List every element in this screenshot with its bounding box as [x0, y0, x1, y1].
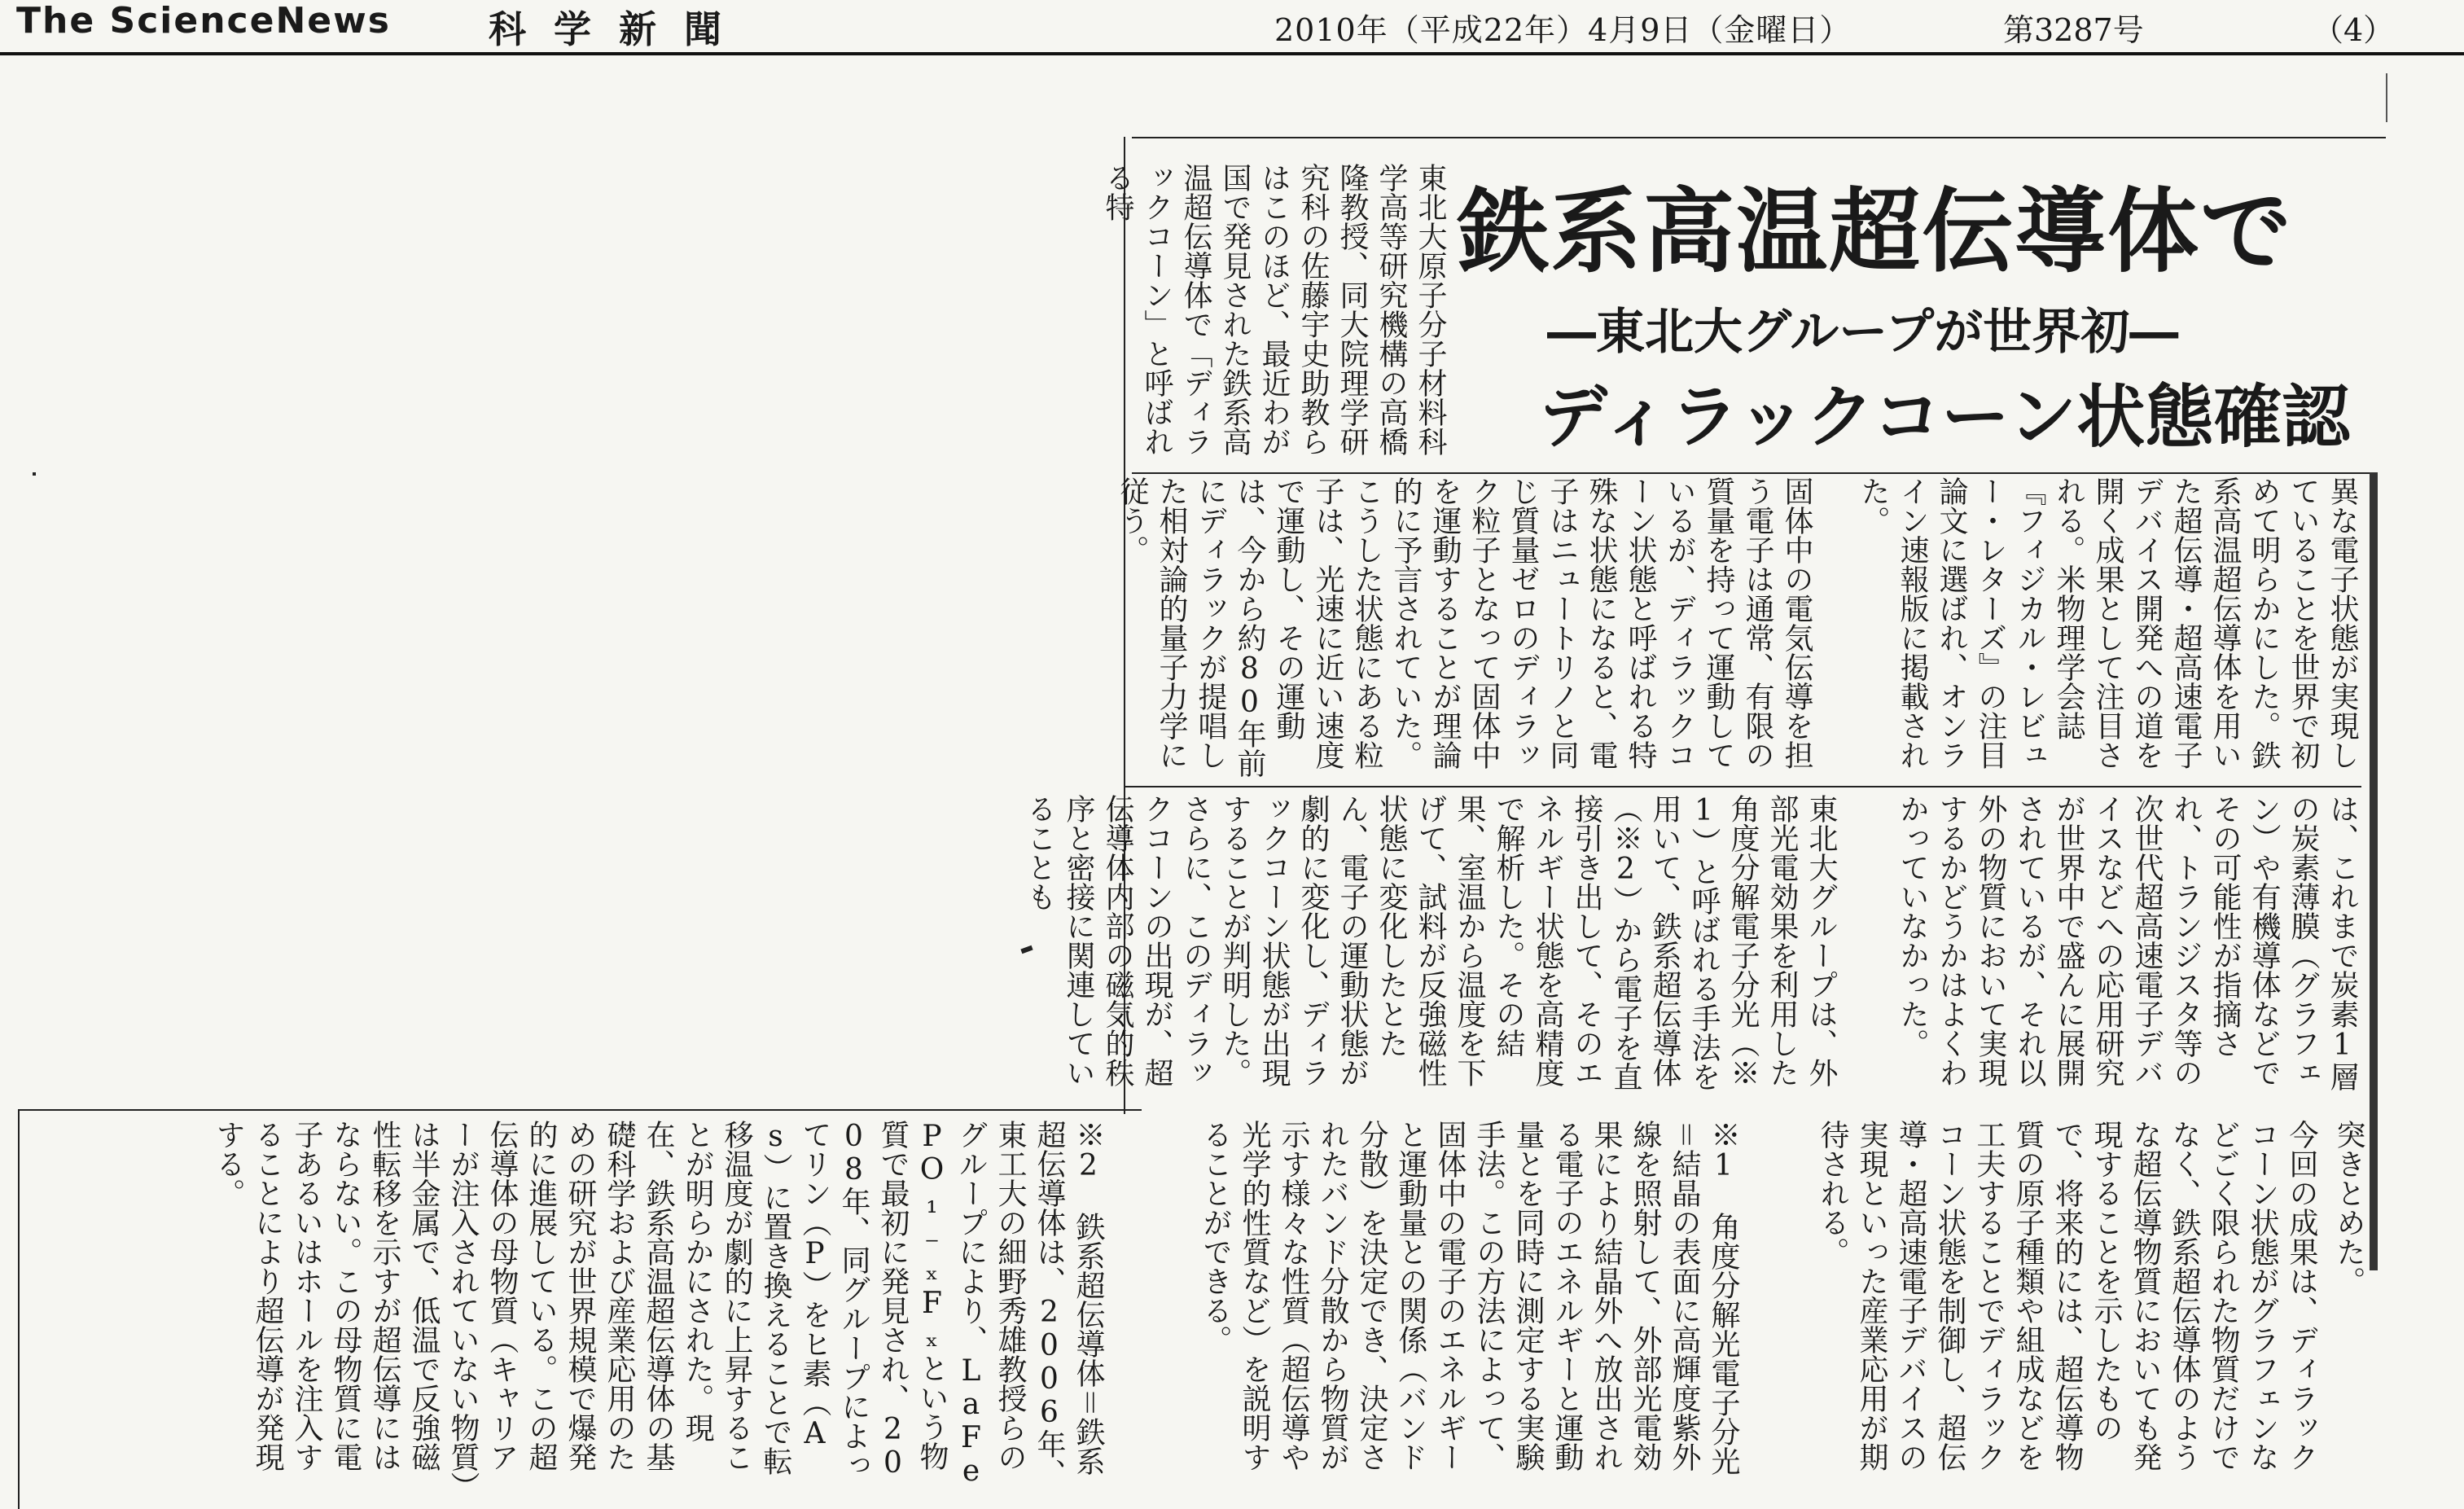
left-section-rule: [18, 1109, 1142, 1111]
article-headline-2: ディラックコーン状態確認: [1539, 376, 2351, 457]
right-frame-line: [2386, 73, 2387, 122]
headline-bottom-rule: [1132, 472, 2378, 474]
note-1: ※1 角度分解光電子分光＝結晶の表面に高輝度紫外線を照射して、外部光電効果により結晶外へ放出される電子のエネルギーと運動量とを同時に測定する実験手法。この方法によって、固体中の電子のエネルギーと運動量との関係（バンド分散）を決定でき、決定されたバンド分散から物質が示す様々な性質（超伝導や光学的性質など）を説明することができる。: [1199, 1120, 1740, 1476]
article-paragraph-5: 突きとめた。: [2332, 1120, 2365, 1296]
masthead-page: （4）: [2313, 12, 2395, 48]
article-paragraph-2: 固体中の電気伝導を担う電子は通常、有限の質量を持って運動しているが、ディラックコーン状態と呼ばれる特殊な状態になると、電子はニュートリノと同じ質量ゼロのディラック粒子となって固体中を運動することが理論的に予言されていた。こうした状態にある粒子は、光速に近い速度で運動し、その運動は、今から約80年前にディラックが提唱した相対論的量子力学に従う。: [1116, 476, 1813, 778]
article-paragraph-3: は、これまで炭素1層の炭素薄膜（グラフェン）や有機導体などでその可能性が指摘され、トランジスタ等の次世代超高速電子デバイスなどへの応用研究が世界中で盛んに展開されているが、それ以外の物質において実現するかどうかはよくわかっていなかった。: [1896, 794, 2359, 1091]
masthead-date: 2010年（平成22年）4月9日（金曜日）: [1274, 12, 1852, 48]
article-lead: 東北大原子分子材料科学高等研究機構の高橋隆教授、同大院理学研究科の佐藤宇史助教らはこのほど、最近わが国で発見された鉄系高温超伝導体で「ディラックコーン」と呼ばれる特: [1101, 163, 1447, 456]
masthead-title-jp: 科学新聞: [489, 7, 749, 51]
article-headline: 鉄系高温超伝導体で: [1458, 178, 2293, 285]
note-2: ※2 鉄系超伝導体＝鉄系超伝導体は、2006年、東工大の細野秀雄教授らのグループにより、LaFePO₁₋ₓFₓという物質で最初に発見され、2008年、同グループによってリン（P）をヒ素（As）に置き換えることで転移温度が劇的に上昇することが明らかにされた。現在、鉄系高温超伝導体の基礎科学および産業応用のための研究が世界規模で爆発的に進展している。この超伝導体の母物質（キャリアーが注入されていない物質）は半金属で、低温で反強磁性転移を示すが超伝導にはならない。この母物質に電子あるいはホールを注入することにより超伝導が発現する。: [212, 1120, 1105, 1488]
article-paragraph-6: 今回の成果は、ディラックコーン状態がグラフェンなどごく限られた物質だけでなく、鉄系超伝導体のような超伝導物質においても発現することを示したもので、将来的には、超伝導物質の原子種類や組成などを工夫することでディラックコーン状態を制御し、超伝導・超高速電子デバイスの実現といった産業応用が期待される。: [1816, 1120, 2318, 1472]
left-frame-line: [18, 1109, 20, 1509]
middle-rule: [1124, 786, 2361, 787]
right-thick-bar: [2370, 472, 2378, 1270]
ink-speck: [1020, 945, 1033, 954]
article-subhead: ―東北大グループが世界初―: [1547, 304, 2179, 361]
article-paragraph-4: 東北大グループは、外部光電効果を利用した角度分解電子分光（※1）と呼ばれる手法を用いて、鉄系超伝導体（※2）から電子を直接引き出して、そのエネルギー状態を高精度で解析した。その結果、室温から温度を下げて、試料が反強磁性状態に変化したとたん、電子の運動状態が劇的に変化し、ディラックコーン状態が出現することが判明した。さらに、このディラックコーンの出現が、超伝導体内部の磁気的秩序と密接に関連していることも: [1023, 794, 1838, 1091]
article-paragraph-1: 異な電子状態が実現していることを世界で初めて明らかにした。鉄系高温超伝導体を用いた超伝導・超高速電子デバイス開発への道を開く成果として注目される。米物理学会誌『フィジカル・レビュー・レターズ』の注目論文に選ばれ、オンライン速報版に掲載された。: [1857, 476, 2359, 770]
masthead-issue: 第3287号: [2003, 12, 2144, 48]
masthead-rule: [0, 52, 2464, 55]
article-top-rule: [1132, 137, 2386, 138]
masthead-title-en: The ScienceNews: [16, 0, 391, 42]
ink-speck-2: [33, 472, 36, 476]
